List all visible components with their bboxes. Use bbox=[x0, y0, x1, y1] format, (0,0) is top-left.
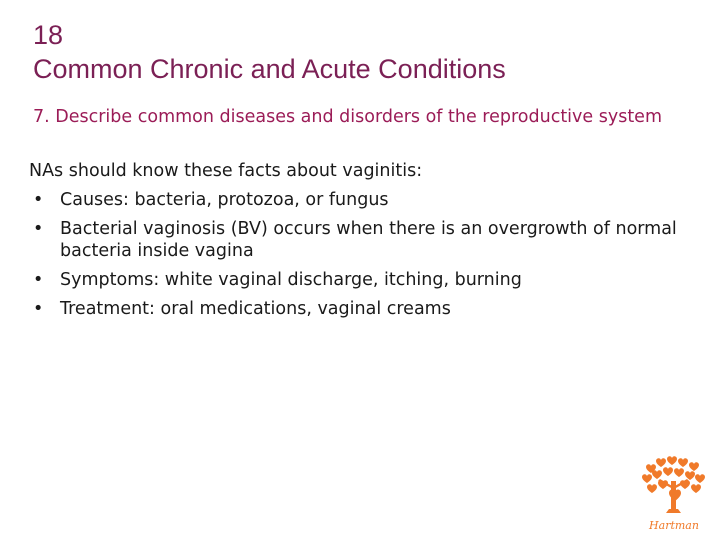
bullet-text: Symptoms: white vaginal discharge, itching, burning bbox=[60, 270, 522, 290]
bullet-text: Treatment: oral medications, vaginal creams bbox=[60, 299, 451, 319]
bullet-item bbox=[33, 298, 683, 320]
slide-title bbox=[33, 18, 506, 86]
tree-of-hearts-icon bbox=[638, 455, 710, 535]
bullet-item bbox=[33, 189, 683, 211]
chapter-title: Common Chronic and Acute Conditions bbox=[33, 54, 506, 84]
bullet-text: Bacterial vaginosis (BV) occurs when there is an overgrowth of normal bacteria inside vagina bbox=[60, 219, 677, 261]
bullet-dot-icon: • bbox=[33, 299, 44, 319]
bullet-dot-icon: • bbox=[33, 270, 44, 290]
chapter-number: 18 bbox=[33, 20, 64, 50]
bullet-item bbox=[33, 269, 683, 291]
bullet-dot-icon: • bbox=[33, 219, 44, 239]
hartman-logo bbox=[638, 455, 710, 535]
learning-objective: 7. Describe common diseases and disorders of the reproductive system bbox=[33, 107, 662, 127]
intro-text: NAs should know these facts about vaginitis: bbox=[29, 161, 423, 181]
bullet-dot-icon: • bbox=[33, 190, 44, 210]
bullet-list bbox=[33, 189, 683, 327]
bullet-text: Causes: bacteria, protozoa, or fungus bbox=[60, 190, 389, 210]
logo-wordmark: Hartman bbox=[649, 519, 699, 532]
bullet-item bbox=[33, 218, 683, 262]
